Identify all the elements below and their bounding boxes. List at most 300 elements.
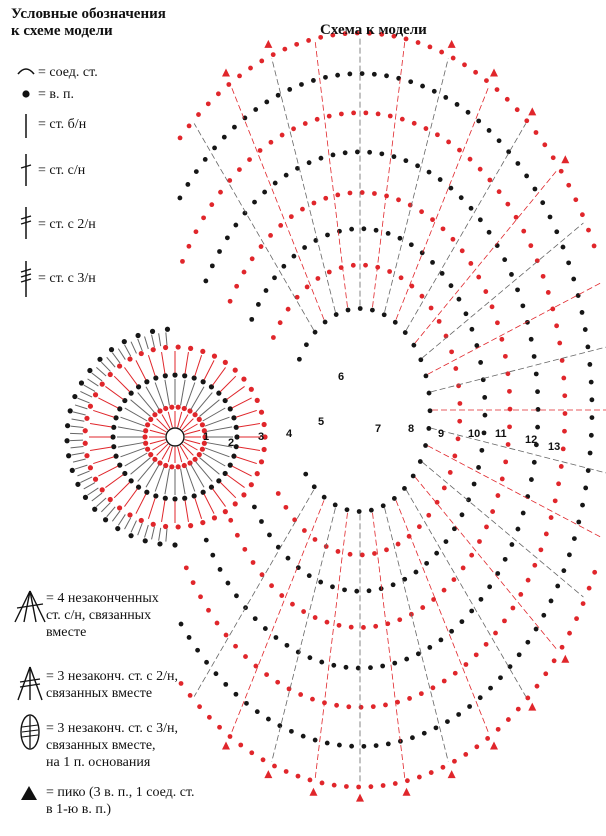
stitch-line: [125, 408, 148, 421]
chain-stitch-dot: [506, 717, 511, 722]
chain-stitch-dot: [187, 244, 192, 249]
stitch-line: [315, 513, 347, 779]
stitch-line: [75, 405, 87, 409]
chain-stitch-dot: [322, 495, 327, 500]
chain-stitch-dot: [360, 190, 365, 195]
chain-stitch-dot: [580, 503, 585, 508]
chain-stitch-dot: [157, 408, 162, 413]
stitch-line: [101, 362, 110, 371]
chain-stitch-dot: [376, 112, 381, 117]
chain-stitch-dot: [127, 356, 132, 361]
chain-stitch-dot: [261, 757, 266, 762]
chain-stitch-dot: [449, 629, 454, 634]
chain-stitch-dot: [429, 306, 434, 311]
chain-stitch-dot: [115, 526, 120, 531]
stitch-line: [162, 414, 170, 428]
stitch-line: [73, 459, 86, 462]
stitch-line: [77, 471, 89, 476]
chain-stitch-dot: [468, 261, 473, 266]
chain-stitch-dot: [484, 525, 489, 530]
chain-stitch-dot: [392, 154, 397, 159]
stitch-line: [428, 446, 603, 538]
chain-stitch-dot: [469, 609, 474, 614]
chain-stitch-dot: [592, 244, 597, 249]
chain-stitch-dot: [249, 482, 254, 487]
chain-stitch-dot: [290, 602, 295, 607]
chain-stitch-dot: [483, 289, 488, 294]
stitch-line: [93, 457, 114, 464]
chain-stitch-dot: [337, 229, 342, 234]
chain-stitch-dot: [206, 608, 211, 613]
legend-dc4tog: = 4 незаконченных ст. с/н, связанных вместе: [46, 591, 159, 640]
chain-stitch-dot: [176, 405, 181, 410]
chain-stitch-dot: [510, 542, 515, 547]
chain-stitch-dot: [349, 625, 354, 630]
chain-stitch-dot: [407, 696, 412, 701]
chain-stitch-dot: [163, 496, 168, 501]
chain-stitch-dot: [369, 508, 374, 513]
chain-stitch-dot: [151, 522, 156, 527]
chain-stitch-dot: [296, 774, 301, 779]
chain-stitch-dot: [542, 142, 547, 147]
chain-stitch-dot: [411, 474, 416, 479]
chain-stitch-dot: [334, 312, 339, 317]
chain-stitch-dot: [404, 657, 409, 662]
chain-stitch-dot: [560, 358, 565, 363]
chain-stitch-dot: [135, 333, 140, 338]
stitch-line: [88, 488, 99, 495]
chain-stitch-dot: [242, 270, 247, 275]
chain-stitch-dot: [360, 71, 365, 76]
chain-stitch-dot: [344, 665, 349, 670]
chain-stitch-dot: [111, 444, 116, 449]
chain-stitch-dot: [451, 237, 456, 242]
chain-stitch-dot: [169, 464, 174, 469]
round-number: 12: [525, 434, 538, 446]
chain-stitch-dot: [514, 215, 519, 220]
chain-stitch-dot: [549, 515, 554, 520]
chain-stitch-dot: [449, 349, 454, 354]
chain-stitch-dot: [214, 671, 219, 676]
chain-stitch-dot: [374, 228, 379, 233]
chain-stitch-dot: [103, 517, 108, 522]
chain-stitch-dot: [217, 249, 222, 254]
chain-stitch-dot: [259, 244, 264, 249]
chain-stitch-dot: [342, 587, 347, 592]
chain-stitch-dot: [337, 743, 342, 748]
stitch-line: [118, 443, 144, 448]
chain-stitch-dot: [217, 725, 222, 730]
stitch-line: [125, 453, 148, 466]
stitch-line: [165, 469, 170, 495]
tr3tog-icon: [12, 664, 48, 704]
chain-stitch-dot: [403, 158, 408, 163]
chain-stitch-dot: [424, 561, 429, 566]
chain-stitch-dot: [517, 652, 522, 657]
stitch-line: [138, 462, 155, 482]
chain-stitch-dot: [502, 618, 507, 623]
chain-stitch-dot: [444, 539, 449, 544]
stitch-line: [118, 514, 125, 525]
chain-stitch-dot: [269, 140, 274, 145]
chain-stitch-dot: [479, 597, 484, 602]
chain-stitch-dot: [187, 408, 192, 413]
chain-stitch-dot: [580, 310, 585, 315]
stitch-line: [92, 373, 102, 381]
stitch-line: [315, 42, 347, 308]
chain-stitch-dot: [237, 74, 242, 79]
chain-stitch-dot: [554, 229, 559, 234]
stitch-line: [162, 352, 165, 374]
chain-stitch-dot: [249, 750, 254, 755]
chain-stitch-dot: [445, 719, 450, 724]
chain-stitch-dot: [538, 547, 543, 552]
double-treble-crochet-icon: [15, 257, 37, 301]
chain-stitch-dot: [386, 741, 391, 746]
center-motif: [64, 327, 267, 548]
stitch-line: [232, 398, 252, 408]
chain-stitch-dot: [427, 645, 432, 650]
chain-stitch-dot: [422, 731, 427, 736]
chain-stitch-dot: [108, 372, 113, 377]
legend-title: Условные обозначения к схеме модели: [11, 6, 166, 39]
stitch-line: [231, 500, 324, 734]
stitch-line: [112, 511, 120, 521]
chain-stitch-dot: [243, 654, 248, 659]
chain-stitch-dot: [415, 163, 420, 168]
chain-stitch-dot: [356, 785, 361, 790]
chain-stitch-dot: [263, 626, 268, 631]
chain-stitch-dot: [368, 784, 373, 789]
chain-stitch-dot: [416, 40, 421, 45]
chain-stitch-dot: [194, 229, 199, 234]
chain-stitch-dot: [495, 87, 500, 92]
chain-stitch-dot: [278, 223, 283, 228]
picot-mark: [528, 703, 536, 711]
chain-stitch-dot: [215, 621, 220, 626]
chain-stitch-dot: [333, 503, 338, 508]
chain-stitch-dot: [476, 465, 481, 470]
chain-stitch-dot: [192, 457, 197, 462]
chain-stitch-dot: [561, 447, 566, 452]
chain-stitch-dot: [347, 72, 352, 77]
chain-stitch-dot: [442, 588, 447, 593]
chain-stitch-dot: [361, 744, 366, 749]
stitch-line: [168, 447, 172, 462]
chain-stitch-dot: [503, 459, 508, 464]
chain-stitch-dot: [546, 290, 551, 295]
chain-stitch-dot: [417, 775, 422, 780]
chain-stitch-dot: [253, 616, 258, 621]
legend-treble-crochet: = ст. с 2/н: [38, 217, 96, 232]
chain-stitch-dot: [233, 223, 238, 228]
chain-stitch-dot: [430, 260, 435, 265]
legend-chain-stitch: = в. п.: [38, 87, 74, 102]
chain-stitch-dot: [143, 538, 148, 543]
chain-stitch-dot: [203, 279, 208, 284]
chain-stitch-dot: [487, 128, 492, 133]
chain-stitch-dot: [386, 231, 391, 236]
chain-stitch-dot: [241, 377, 246, 382]
chain-stitch-dot: [372, 72, 377, 77]
chain-stitch-dot: [534, 372, 539, 377]
chain-stitch-dot: [506, 442, 511, 447]
chain-stitch-dot: [262, 447, 267, 452]
stitch-line: [146, 387, 159, 410]
chain-stitch-dot: [315, 276, 320, 281]
chain-stitch-dot: [442, 486, 447, 491]
chain-stitch-dot: [200, 349, 205, 354]
stitch-line: [90, 424, 112, 427]
stitch-line: [96, 498, 106, 507]
stitch-line: [120, 448, 144, 457]
slip-stitch-icon: [15, 64, 37, 78]
chain-stitch-dot: [289, 214, 294, 219]
chain-stitch-dot: [203, 157, 208, 162]
chain-stitch-dot: [251, 560, 256, 565]
chain-stitch-dot: [201, 215, 206, 220]
stitch-line: [152, 424, 166, 432]
round-number: 6: [338, 371, 345, 383]
chain-stitch-dot: [163, 524, 168, 529]
chain-stitch-dot: [292, 517, 297, 522]
chain-stitch-dot: [479, 448, 484, 453]
chain-stitch-dot: [210, 553, 215, 558]
stitch-line: [105, 386, 123, 399]
chain-stitch-dot: [357, 509, 362, 514]
chain-stitch-dot: [583, 327, 588, 332]
chain-stitch-dot: [264, 288, 269, 293]
chain-stitch-dot: [534, 627, 539, 632]
chain-stitch-dot: [192, 493, 197, 498]
chain-stitch-dot: [157, 460, 162, 465]
round-number: 4: [286, 428, 293, 440]
chain-stitch-dot: [345, 507, 350, 512]
stitch-line: [131, 521, 136, 533]
stitch-line: [196, 393, 213, 413]
chain-stitch-dot: [176, 464, 181, 469]
picot-mark: [448, 40, 456, 48]
picot-mark: [528, 107, 536, 115]
chain-stitch-dot: [187, 460, 192, 465]
stitch-line: [191, 465, 204, 488]
chain-stitch-dot: [207, 715, 212, 720]
chain-stitch-dot: [237, 167, 242, 172]
chain-stitch-dot: [247, 157, 252, 162]
chain-stitch-dot: [467, 704, 472, 709]
chain-stitch-dot: [536, 407, 541, 412]
chain-stitch-dot: [507, 424, 512, 429]
chain-stitch-dot: [232, 125, 237, 130]
chain-stitch-dot: [187, 124, 192, 129]
chain-stitch-dot: [235, 533, 240, 538]
chain-stitch-dot: [152, 412, 157, 417]
chain-stitch-dot: [145, 447, 150, 452]
chain-stitch-dot: [330, 584, 335, 589]
chain-stitch-dot: [403, 330, 408, 335]
round-number: 5: [318, 416, 325, 428]
stitch-line: [71, 447, 84, 448]
chain-stitch-dot: [277, 723, 282, 728]
chain-stitch-dot: [315, 117, 320, 122]
chain-stitch-dot: [563, 411, 568, 416]
stitch-line: [71, 426, 84, 427]
chain-stitch-dot: [218, 567, 223, 572]
chain-stitch-dot: [503, 354, 508, 359]
chain-stitch-dot: [398, 236, 403, 241]
chain-stitch-dot: [228, 463, 233, 468]
stitch-line: [152, 442, 166, 450]
chain-stitch-dot: [574, 616, 579, 621]
chain-stitch-dot: [178, 135, 183, 140]
chain-stitch-dot: [178, 196, 183, 201]
chain-stitch-dot: [359, 705, 364, 710]
chain-stitch-dot: [307, 573, 312, 578]
stitch-line: [145, 337, 149, 349]
chain-stitch-dot: [532, 460, 537, 465]
picot-mark: [561, 655, 569, 663]
chain-stitch-dot: [387, 269, 392, 274]
chain-stitch-dot: [455, 102, 460, 107]
chain-stitch-dot: [284, 769, 289, 774]
chain-stitch-dot: [592, 570, 597, 575]
chain-stitch-dot: [188, 693, 193, 698]
chain-stitch-dot: [524, 174, 529, 179]
chain-stitch-dot: [439, 50, 444, 55]
stitch-line: [200, 400, 220, 417]
chain-stitch-dot: [88, 404, 93, 409]
chain-stitch-dot: [248, 66, 253, 71]
chain-stitch-dot: [363, 110, 368, 115]
chain-stitch-dot: [373, 624, 378, 629]
chain-stitch-dot: [289, 729, 294, 734]
legend-double-crochet: = ст. с/н: [38, 163, 86, 178]
chain-stitch-dot: [312, 484, 317, 489]
chain-stitch-dot: [462, 62, 467, 67]
chain-stitch-dot: [191, 580, 196, 585]
chain-stitch-dot: [188, 523, 193, 528]
chain-stitch-dot: [325, 620, 330, 625]
chain-stitch-dot: [212, 146, 217, 151]
chain-stitch-dot: [393, 781, 398, 786]
chain-stitch-dot: [459, 195, 464, 200]
chain-stitch-dot: [483, 413, 488, 418]
chain-stitch-dot: [420, 294, 425, 299]
chain-stitch-dot: [418, 357, 423, 362]
chain-stitch-dot: [70, 468, 75, 473]
stitch-line: [373, 42, 405, 308]
chain-stitch-dot: [172, 542, 177, 547]
chain-stitch-dot: [312, 201, 317, 206]
chain-stitch-dot: [544, 532, 549, 537]
chain-stitch-dot: [441, 226, 446, 231]
chain-stitch-dot: [88, 465, 93, 470]
chain-stitch-dot: [372, 551, 377, 556]
chain-stitch-dot: [163, 373, 168, 378]
round-numbers: [203, 371, 560, 453]
chain-stitch-dot: [497, 189, 502, 194]
chain-stitch-dot: [374, 743, 379, 748]
legend-dtr3-cluster: = 3 незаконч. ст. с 3/н, связанных вместе, на 1 п. основания: [46, 721, 179, 770]
chain-stitch-dot: [336, 549, 341, 554]
chain-stitch-dot: [179, 622, 184, 627]
chain-stitch-dot: [420, 250, 425, 255]
chain-stitch-dot: [503, 557, 508, 562]
chain-stitch-dot: [273, 181, 278, 186]
chain-stitch-dot: [515, 161, 520, 166]
legend-double-treble-crochet: = ст. с 3/н: [38, 271, 96, 286]
chain-stitch-dot: [554, 323, 559, 328]
chain-stitch-dot: [204, 538, 209, 543]
stitch-line: [73, 412, 86, 415]
chain-stitch-dot: [276, 491, 281, 496]
chain-stitch-dot: [427, 170, 432, 175]
chain-stitch-dot: [139, 518, 144, 523]
chain-stitch-dot: [297, 357, 302, 362]
chain-stitch-dot: [234, 434, 239, 439]
chain-stitch-dot: [228, 406, 233, 411]
chain-stitch-dot: [566, 260, 571, 265]
chain-stitch-dot: [392, 496, 397, 501]
chain-stitch-dot: [532, 354, 537, 359]
round-number: 8: [408, 423, 415, 435]
stitch-line: [138, 393, 155, 413]
chain-stitch-dot: [253, 107, 258, 112]
chain-stitch-dot: [306, 38, 311, 43]
chain-stitch-dot: [320, 781, 325, 786]
stitch-line: [72, 419, 85, 421]
chain-stitch-dot: [393, 320, 398, 325]
chain-stitch-dot: [258, 148, 263, 153]
chain-stitch-dot: [169, 405, 174, 410]
chain-stitch-dot: [557, 341, 562, 346]
chain-stitch-dot: [172, 372, 177, 377]
chain-stitch-dot: [587, 586, 592, 591]
chain-stitch-dot: [543, 671, 548, 676]
chain-stitch-dot: [323, 196, 328, 201]
chain-stitch-dot: [195, 648, 200, 653]
chain-stitch-dot: [410, 735, 415, 740]
chain-stitch-dot: [428, 44, 433, 49]
chain-stitch-dot: [200, 422, 205, 427]
stitch-line: [220, 482, 236, 498]
stitch-line: [88, 379, 99, 386]
chain-stitch-dot: [438, 177, 443, 182]
chain-stitch-dot: [408, 79, 413, 84]
chain-stitch-dot: [264, 672, 269, 677]
chain-stitch-dot: [482, 430, 487, 435]
chain-stitch-dot: [344, 784, 349, 789]
chain-stitch-dot: [434, 551, 439, 556]
stitch-line: [204, 360, 214, 380]
round-number: 11: [495, 428, 507, 440]
chain-stitch-dot: [233, 501, 238, 506]
chain-stitch-dot: [457, 148, 462, 153]
chain-stitch-dot: [241, 492, 246, 497]
chain-stitch-dot: [117, 463, 122, 468]
chain-stitch-dot: [108, 497, 113, 502]
chain-stitch-dot: [358, 306, 363, 311]
chain-stitch-dot: [349, 227, 354, 232]
chain-stitch-dot: [144, 379, 149, 384]
stitch-line: [72, 453, 85, 455]
chain-stitch-dot: [372, 191, 377, 196]
stitch-line: [195, 355, 202, 376]
chain-stitch-dot: [521, 229, 526, 234]
chain-stitch-dot: [418, 459, 423, 464]
double-crochet-icon: [15, 150, 37, 190]
chain-stitch-dot: [264, 100, 269, 105]
